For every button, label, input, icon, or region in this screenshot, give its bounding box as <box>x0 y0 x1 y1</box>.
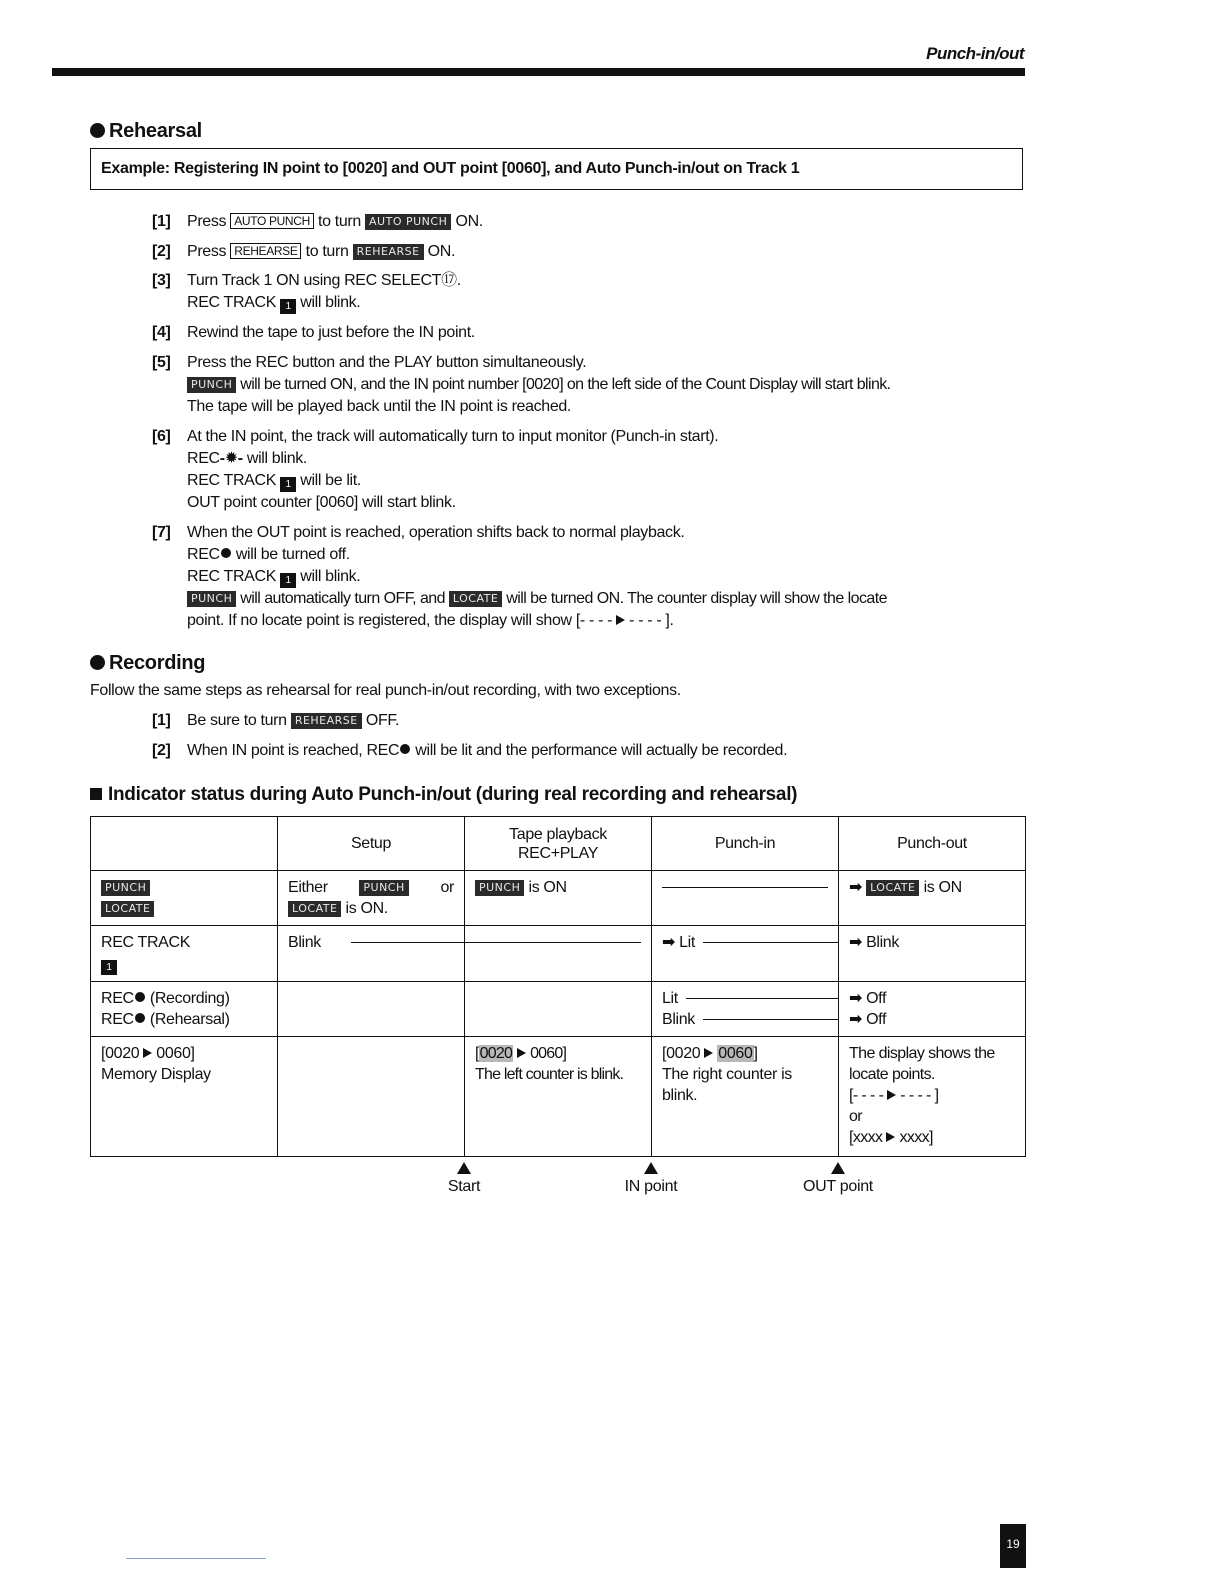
punch-in-cell: Lit Blink <box>652 982 839 1037</box>
punch-in-cell: [0020 0060] The right counter is blink. <box>652 1037 839 1157</box>
row-label-memory-display: [0020 0060] Memory Display <box>91 1037 278 1157</box>
row-label-rec-track: REC TRACK 1 <box>91 926 278 982</box>
tape-playback-cell <box>465 982 652 1037</box>
play-arrow-icon <box>616 615 625 625</box>
table-header-setup: Setup <box>278 817 465 871</box>
recording-intro: Follow the same steps as rehearsal for real punch-in/out recording, with two exceptions. <box>90 682 681 699</box>
header-rule <box>52 68 1025 76</box>
setup-cell: Blink <box>278 926 465 982</box>
punch-indicator: PUNCH <box>101 880 150 896</box>
rec-dot-icon <box>135 992 145 1002</box>
punch-indicator: PUNCH <box>187 377 236 393</box>
arrow-right-icon: ➡ <box>849 934 863 951</box>
play-arrow-icon <box>887 1090 896 1100</box>
marker-out-point: OUT point <box>778 1162 898 1196</box>
locate-indicator: LOCATE <box>101 901 154 917</box>
table-header-punch-in: Punch-in <box>652 817 839 871</box>
rec-track-indicator: 1 <box>101 960 117 975</box>
punch-out-cell: ➡ Off ➡ Off <box>839 982 1026 1037</box>
setup-cell <box>278 1037 465 1157</box>
rehearse-button: REHEARSE <box>230 243 301 259</box>
footer-line <box>126 1558 266 1559</box>
example-box <box>90 148 1023 190</box>
table-row <box>91 926 1026 982</box>
arrow-right-icon: ➡ <box>849 990 863 1007</box>
table-header-punch-out: Punch-out <box>839 817 1026 871</box>
table-header-row <box>91 817 1026 871</box>
row-label-rec: REC (Recording) REC (Rehearsal) <box>91 982 278 1037</box>
setup-cell: Either PUNCH or LOCATE is ON. <box>278 871 465 926</box>
punch-out-cell: ➡ LOCATE is ON <box>839 871 1026 926</box>
play-arrow-icon <box>704 1048 713 1058</box>
table-row <box>91 871 1026 926</box>
play-arrow-icon <box>517 1048 526 1058</box>
setup-cell <box>278 982 465 1037</box>
rec-track-indicator: 1 <box>280 299 296 314</box>
bullet-icon <box>90 123 105 138</box>
play-arrow-icon <box>143 1048 152 1058</box>
square-bullet-icon <box>90 788 102 800</box>
punch-out-cell: ➡ Blink <box>839 926 1026 982</box>
locate-indicator: LOCATE <box>449 591 502 607</box>
tape-playback-cell: [0020 0060] The left counter is blink. <box>465 1037 652 1157</box>
rec-dot-icon <box>135 1013 145 1023</box>
play-arrow-icon <box>886 1132 895 1142</box>
auto-punch-indicator: AUTO PUNCH <box>365 214 451 230</box>
row-label-indicators <box>91 871 278 926</box>
page-number: 19 <box>1000 1524 1026 1568</box>
up-arrow-icon <box>457 1162 471 1174</box>
marker-in-point: IN point <box>591 1162 711 1196</box>
punch-in-cell: ➡ Lit <box>652 926 839 982</box>
arrow-right-icon: ➡ <box>849 879 863 896</box>
rec-blink-icon: -✹- <box>219 450 243 467</box>
table-header-empty <box>91 817 278 871</box>
punch-indicator: PUNCH <box>359 880 408 896</box>
up-arrow-icon <box>831 1162 845 1174</box>
rehearsal-heading: Rehearsal <box>90 120 202 143</box>
locate-indicator: LOCATE <box>866 880 919 896</box>
arrow-right-icon: ➡ <box>849 1011 863 1028</box>
up-arrow-icon <box>644 1162 658 1174</box>
rec-track-indicator: 1 <box>280 477 296 492</box>
table-header-tape-playback: Tape playback REC+PLAY <box>465 817 652 871</box>
punch-indicator: PUNCH <box>475 880 524 896</box>
tape-playback-cell <box>465 926 652 982</box>
bullet-icon <box>90 655 105 670</box>
arrow-right-icon: ➡ <box>662 934 676 951</box>
recording-heading: Recording <box>90 652 205 675</box>
punch-indicator: PUNCH <box>187 591 236 607</box>
example-text: Example: Registering IN point to [0020] and OUT point [0060], and Auto Punch-in/out on Track 1 <box>101 160 800 177</box>
indicator-table <box>90 816 1026 1157</box>
punch-in-cell <box>652 871 839 926</box>
rec-track-indicator: 1 <box>280 573 296 588</box>
punch-out-cell: The display shows the locate points. [- - - - - - - - ] or [xxxx xxxx] <box>839 1037 1026 1157</box>
rec-dot-icon <box>221 548 231 558</box>
page-header-title: Punch-in/out <box>926 44 1024 63</box>
rec-dot-icon <box>400 744 410 754</box>
rehearse-indicator: REHEARSE <box>353 244 424 260</box>
table-row <box>91 982 1026 1037</box>
rehearse-indicator: REHEARSE <box>291 713 362 729</box>
table-row <box>91 1037 1026 1157</box>
tape-playback-cell: PUNCH is ON <box>465 871 652 926</box>
locate-indicator: LOCATE <box>288 901 341 917</box>
marker-start: Start <box>404 1162 524 1196</box>
indicator-heading: Indicator status during Auto Punch-in/out (during real recording and rehearsal) <box>90 784 797 806</box>
auto-punch-button: AUTO PUNCH <box>230 213 314 229</box>
